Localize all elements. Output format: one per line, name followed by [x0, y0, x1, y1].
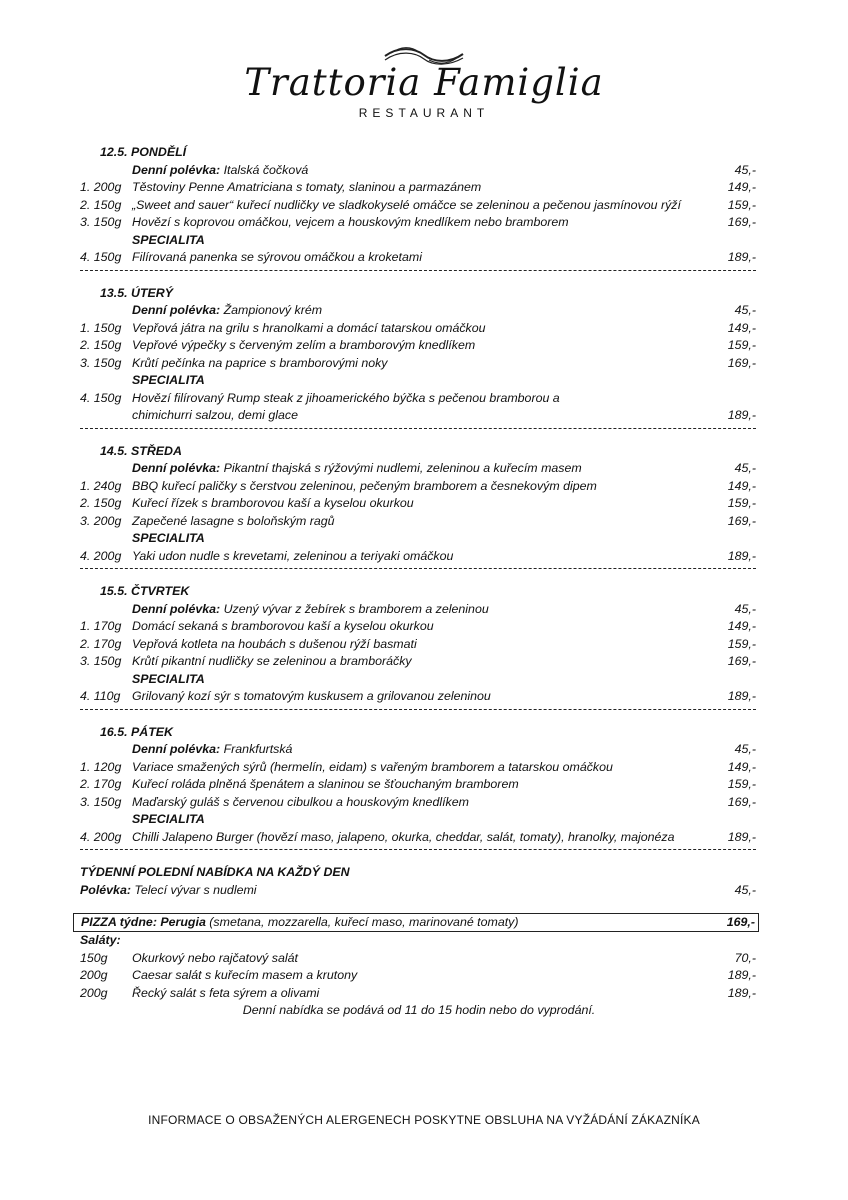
item-price: 149,-: [727, 759, 756, 774]
menu-item-row: [80, 636, 756, 654]
item-number-weight: 4. 200g: [80, 829, 122, 844]
item-price: 189,-: [727, 548, 756, 563]
soup-label: Denní polévka:: [132, 303, 221, 317]
special-item-row: [80, 688, 756, 706]
soup-name: Italská čočková: [223, 162, 309, 177]
salad-row: [80, 950, 756, 968]
item-description: Chilli Jalapeno Burger (hovězí maso, jalapeno, okurka, cheddar, salát, tomaty), hranolky, majonéza: [132, 829, 675, 844]
item-description: Zapečené lasagne s boloňským ragů: [132, 513, 335, 528]
soup-label: Denní polévka:: [132, 162, 221, 177]
salads-label: Saláty:: [80, 933, 121, 947]
day-date: 16.5.: [100, 724, 128, 739]
salad-price: 70,-: [734, 950, 756, 965]
allergen-footer: INFORMACE O OBSAŽENÝCH ALERGENECH POSKYTNE OBSLUHA NA VYŽÁDÁNÍ ZÁKAZNÍKA: [148, 1113, 700, 1127]
item-number-weight: 3. 150g: [80, 654, 122, 668]
special-item-row: [80, 829, 756, 847]
day-heading: [80, 724, 756, 742]
day-date: 13.5.: [100, 285, 128, 300]
item-number-weight: 1. 200g: [80, 180, 122, 194]
item-number-weight: 1. 240g: [80, 478, 122, 493]
day-name: PÁTEK: [131, 724, 174, 739]
salad-description: Řecký salát s feta sýrem a olivami: [132, 985, 320, 1000]
item-description: Grilovaný kozí sýr s tomatovým kuskusem a grilovanou zeleninou: [132, 689, 491, 703]
weekly-soup-label: Polévka:: [80, 882, 131, 897]
item-price: 159,-: [727, 636, 756, 651]
dashed-divider: [80, 849, 756, 858]
item-description: Maďarský guláš s červenou cibulkou a houskovým knedlíkem: [132, 794, 469, 809]
special-label: SPECIALITA: [132, 232, 205, 247]
logo-subtitle: RESTAURANT: [358, 106, 490, 120]
item-price: 169,-: [727, 654, 756, 668]
salad-weight: 150g: [80, 950, 108, 965]
salad-description: Caesar salát s kuřecím masem a krutony: [132, 968, 358, 982]
pizza-of-week-box: [73, 913, 759, 932]
day-name: ÚTERÝ: [131, 285, 174, 300]
special-item-row: [80, 249, 756, 267]
pizza-price: 169,-: [726, 915, 755, 929]
soup-name: Pikantní thajská s rýžovými nudlemi, zeleninou a kuřecím masem: [223, 461, 582, 475]
item-number-weight: 1. 170g: [80, 619, 122, 633]
item-number-weight: 3. 150g: [80, 794, 122, 809]
day-name: STŘEDA: [131, 443, 182, 458]
special-item-row: [80, 390, 756, 408]
soup-name: Uzený vývar z žebírek s bramborem a zeleninou: [223, 601, 489, 616]
item-price: 169,-: [727, 794, 756, 809]
item-price: 149,-: [727, 619, 756, 633]
day-name: ČTVRTEK: [131, 584, 190, 598]
item-number-weight: 4. 150g: [80, 250, 122, 264]
item-price: 149,-: [727, 320, 756, 335]
day-heading: [80, 583, 756, 601]
item-description: Kuřecí roláda plněná špenátem a slaninou se šťouchaným bramborem: [132, 777, 519, 791]
item-price: 189,-: [727, 408, 756, 422]
item-description: Vepřová játra na grilu s hranolkami a domácí tatarskou omáčkou: [132, 320, 486, 335]
soup-price: 45,-: [734, 303, 756, 317]
daily-soup-row: [80, 741, 756, 759]
menu-item-row: [80, 478, 756, 496]
availability-note: Denní nabídka se podává od 11 do 15 hodin nebo do vyprodání.: [242, 1003, 596, 1017]
day-heading: [80, 144, 756, 162]
menu-item-row: [80, 759, 756, 777]
salad-weight: 200g: [80, 985, 108, 1000]
item-number-weight: 3. 200g: [80, 513, 122, 528]
daily-soup-row: [80, 601, 756, 619]
item-number-weight: 1. 120g: [80, 759, 122, 774]
item-price: 169,-: [727, 355, 756, 370]
item-price: 169,-: [727, 215, 756, 229]
soup-name: Frankfurtská: [223, 742, 293, 756]
menu-item-row: [80, 355, 756, 373]
menu-item-row: [80, 653, 756, 671]
weekly-offer-title: TÝDENNÍ POLEDNÍ NABÍDKA NA KAŽDÝ DEN: [80, 865, 350, 879]
weekly-soup-row: [80, 882, 756, 900]
day-heading: [80, 443, 756, 461]
soup-name: Žampionový krém: [223, 303, 323, 317]
salads-list: [80, 950, 756, 1003]
special-label: SPECIALITA: [132, 373, 205, 387]
item-number-weight: 1. 150g: [80, 320, 122, 335]
item-price: 189,-: [727, 250, 756, 264]
menu-item-row: [80, 197, 756, 215]
salad-description: Okurkový nebo rajčatový salát: [132, 950, 298, 965]
item-price: 169,-: [727, 513, 756, 528]
daily-soup-row: [80, 162, 756, 180]
item-description: Kuřecí řízek s bramborovou kaší a kyselou okurkou: [132, 496, 414, 510]
item-number-weight: 2. 150g: [80, 197, 122, 212]
daily-soup-row: [80, 460, 756, 478]
item-description: Těstoviny Penne Amatriciana s tomaty, slaninou a parmazánem: [132, 180, 482, 194]
item-price: 159,-: [727, 197, 756, 212]
daily-soup-row: [80, 302, 756, 320]
item-price: 159,-: [727, 496, 756, 510]
weekly-soup-price: 45,-: [734, 882, 756, 897]
item-number-weight: 3. 150g: [80, 215, 122, 229]
soup-label: Denní polévka:: [132, 742, 221, 756]
days-container: [80, 144, 756, 858]
menu-item-row: [80, 495, 756, 513]
pizza-label: PIZZA týdne: Perugia: [81, 915, 206, 929]
day-name: PONDĚLÍ: [131, 145, 187, 159]
day-heading: [80, 285, 756, 303]
logo-title: Trattoria Famiglia: [244, 61, 604, 104]
item-price: 189,-: [727, 829, 756, 844]
day-date: 15.5.: [100, 584, 128, 598]
menu-item-row: [80, 337, 756, 355]
item-price: 159,-: [727, 338, 756, 352]
weekly-soup-name: Telecí vývar s nudlemi: [134, 882, 257, 897]
item-description: Hovězí filírovaný Rump steak z jihoamerického býčka s pečenou bramborou a: [132, 390, 560, 405]
soup-label: Denní polévka:: [132, 461, 221, 475]
special-label: SPECIALITA: [132, 671, 205, 686]
soup-label: Denní polévka:: [132, 601, 221, 616]
item-description: Yaki udon nudle s krevetami, zeleninou a teriyaki omáčkou: [132, 548, 454, 563]
item-number-weight: 4. 150g: [80, 390, 122, 405]
item-number-weight: 4. 110g: [80, 689, 121, 703]
menu-item-row: [80, 618, 756, 636]
special-item-continuation: [80, 407, 756, 425]
special-label: SPECIALITA: [132, 812, 205, 826]
item-description: Domácí sekaná s bramborovou kaší a kyselou okurkou: [132, 619, 434, 633]
item-description: Hovězí s koprovou omáčkou, vejcem a houskovým knedlíkem nebo bramborem: [132, 215, 569, 229]
salad-row: [80, 967, 756, 985]
item-price: 189,-: [727, 689, 756, 703]
menu-item-row: [80, 320, 756, 338]
item-number-weight: 2. 170g: [80, 777, 122, 791]
salad-price: 189,-: [727, 968, 756, 982]
item-description: Vepřová kotleta na houbách s dušenou rýží basmati: [132, 636, 417, 651]
item-number-weight: 2. 170g: [80, 636, 122, 651]
special-item-row: [80, 548, 756, 566]
menu-item-row: [80, 513, 756, 531]
special-label: SPECIALITA: [132, 531, 205, 545]
item-description: Filírovaná panenka se sýrovou omáčkou a kroketami: [132, 250, 422, 264]
item-description: BBQ kuřecí paličky s čerstvou zeleninou, pečeným bramborem a česnekovým dipem: [132, 478, 597, 493]
dashed-divider: [80, 568, 756, 577]
menu-item-row: [80, 794, 756, 812]
item-number-weight: 4. 200g: [80, 548, 122, 563]
item-price: 149,-: [727, 478, 756, 493]
dashed-divider: [80, 428, 756, 437]
menu-item-row: [80, 776, 756, 794]
soup-price: 45,-: [734, 461, 756, 475]
day-date: 12.5.: [100, 145, 128, 159]
item-description: Vepřové výpečky s červeným zelím a bramborovým knedlíkem: [132, 338, 476, 352]
soup-price: 45,-: [734, 742, 756, 756]
soup-price: 45,-: [734, 601, 756, 616]
menu-item-row: [80, 214, 756, 232]
salad-price: 189,-: [727, 985, 756, 1000]
salad-row: [80, 985, 756, 1003]
restaurant-logo: [0, 44, 848, 120]
lunch-menu: [80, 144, 756, 1020]
item-number-weight: 2. 150g: [80, 496, 122, 510]
soup-price: 45,-: [734, 162, 756, 177]
item-description: Krůtí pikantní nudličky se zeleninou a bramboráčky: [132, 654, 412, 668]
item-number-weight: 3. 150g: [80, 355, 122, 370]
item-description: Variace smažených sýrů (hermelín, eidam) s vařeným bramborem a tatarskou omáčkou: [132, 759, 613, 774]
dashed-divider: [80, 709, 756, 718]
item-description-cont: chimichurri salzou, demi glace: [132, 408, 298, 422]
menu-item-row: [80, 179, 756, 197]
item-description: „Sweet and sauer“ kuřecí nudličky ve sladkokyselé omáčce se zeleninou a pečenou jasmínovou rýží: [132, 197, 681, 212]
dashed-divider: [80, 270, 756, 279]
item-price: 149,-: [727, 180, 756, 194]
item-number-weight: 2. 150g: [80, 338, 122, 352]
item-price: 159,-: [727, 777, 756, 791]
item-description: Krůtí pečínka na paprice s bramborovými noky: [132, 355, 388, 370]
salad-weight: 200g: [80, 968, 108, 982]
pizza-description: (smetana, mozzarella, kuřecí maso, marinované tomaty): [209, 915, 519, 929]
day-date: 14.5.: [100, 443, 128, 458]
